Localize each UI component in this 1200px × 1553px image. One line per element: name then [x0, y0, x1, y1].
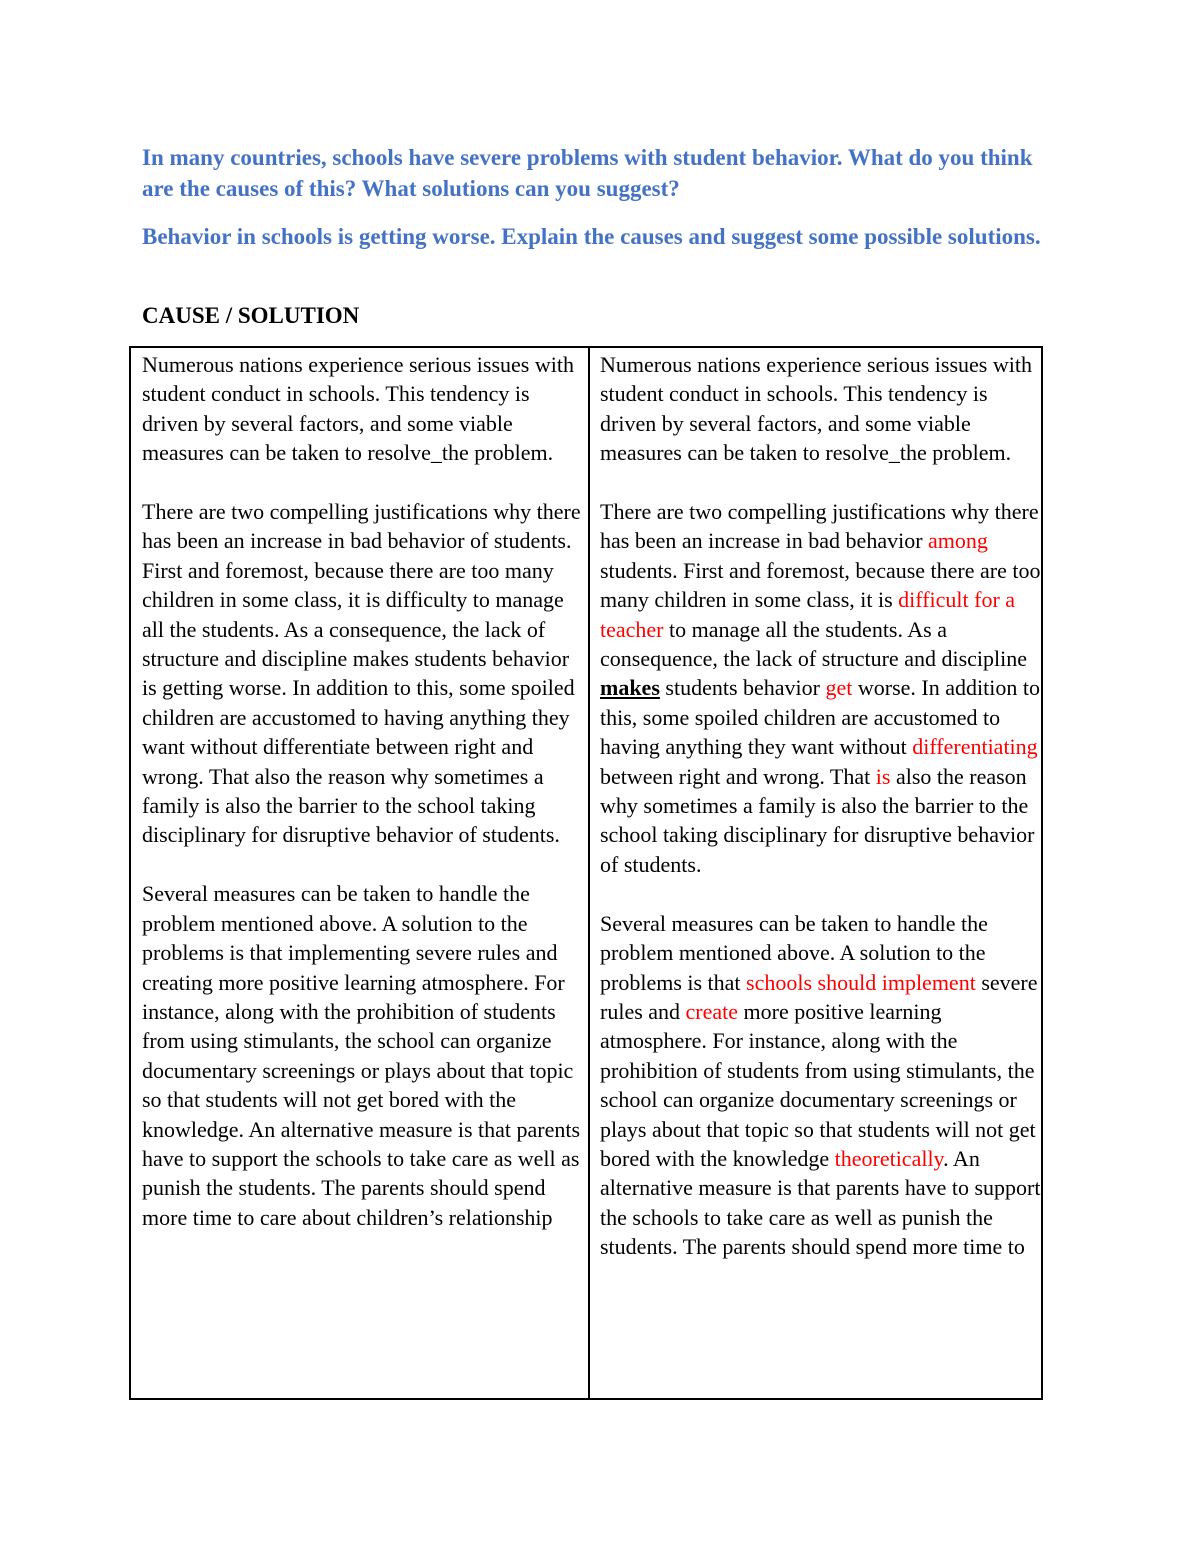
correction-highlight: differentiating: [912, 734, 1038, 760]
original-paragraph-causes: There are two compelling justifications why there has been an increase in bad behavior of students. First and foremost, because there are too many children in some class, it is difficulty to manage all the students. As a consequence, the lack of structure and discipline makes students behavior is getting worse. In addition to this, some spoiled children are accustomed to having anything they want without differentiate between right and wrong. That also the reason why sometimes a family is also the barrier to the school taking disciplinary for disruptive behavior of students.: [142, 499, 581, 848]
text-segment: worse. In addition to this, some spoiled children are accustomed to having anything they want without: [600, 675, 1040, 760]
underlined-word: makes: [600, 675, 660, 701]
essay-question-1: In many countries, schools have severe problems with student behavior. What do you think are the causes of this? What solutions can you suggest?: [142, 145, 1033, 201]
text-segment: . An alternative measure is that parents have to support the schools to take care as well as punish the students. The parents should spend more time to: [600, 1145, 1041, 1260]
correction-highlight: theoretically: [834, 1145, 944, 1171]
text-segment: to manage all the students. As a consequence, the lack of structure and discipline: [600, 616, 1028, 672]
corrected-paragraph-solutions: [600, 909, 1042, 1262]
text-segment: severe rules and: [600, 969, 1038, 1024]
column-divider: [588, 348, 590, 1398]
text-segment: also the reason why sometimes a family is also the barrier to the school taking disciplinary for disruptive behavior of students.: [600, 763, 1035, 877]
correction-highlight: schools should implement: [746, 969, 976, 995]
section-heading: CAUSE / SOLUTION: [142, 303, 360, 328]
correction-highlight: is: [875, 763, 891, 789]
comparison-table: [129, 346, 1043, 1400]
text-segment: more positive learning atmosphere. For instance, along with the prohibition of students from using stimulants, the school can organize documentary screenings or plays about that topic so that students will not get bored with the knowledge: [600, 998, 1036, 1171]
correction-highlight: among: [928, 528, 988, 554]
correction-highlight: get: [825, 675, 853, 701]
text-segment: Several measures can be taken to handle the problem mentioned above. A solution to the problems is that: [600, 910, 988, 995]
text-segment: students behavior: [665, 675, 820, 701]
corrected-paragraph-causes: [600, 497, 1042, 879]
corrected-essay-column: [600, 350, 1042, 1291]
correction-highlight: create: [685, 998, 739, 1024]
correction-highlight: difficult for a teacher: [600, 587, 1016, 642]
text-segment: students. First and foremost, because there are too many children in some class, it is: [600, 557, 1041, 613]
text-segment: between right and wrong. That: [600, 763, 871, 789]
text-segment: There are two compelling justifications why there has been an increase in bad behavior: [600, 499, 1039, 554]
corrected-paragraph-intro: Numerous nations experience serious issues with student conduct in schools. This tendency is driven by several factors, and some viable measures can be taken to resolve_the problem.: [600, 352, 1032, 466]
original-paragraph-intro: Numerous nations experience serious issues with student conduct in schools. This tendency is driven by several factors, and some viable measures can be taken to resolve_the problem.: [142, 352, 574, 466]
original-paragraph-solutions: Several measures can be taken to handle the problem mentioned above. A solution to the problems is that implementing severe rules and creating more positive learning atmosphere. For instance, along with the prohibition of students from using stimulants, the school can organize documentary screenings or plays about that topic so that students will not get bored with the knowledge. An alternative measure is that parents have to support the schools to take care as well as punish the students. The parents should spend more time to care about children’s relationship: [142, 881, 581, 1230]
original-essay-column: [142, 350, 584, 1262]
essay-question-2: Behavior in schools is getting worse. Explain the causes and suggest some possible solutions.: [142, 224, 1041, 249]
